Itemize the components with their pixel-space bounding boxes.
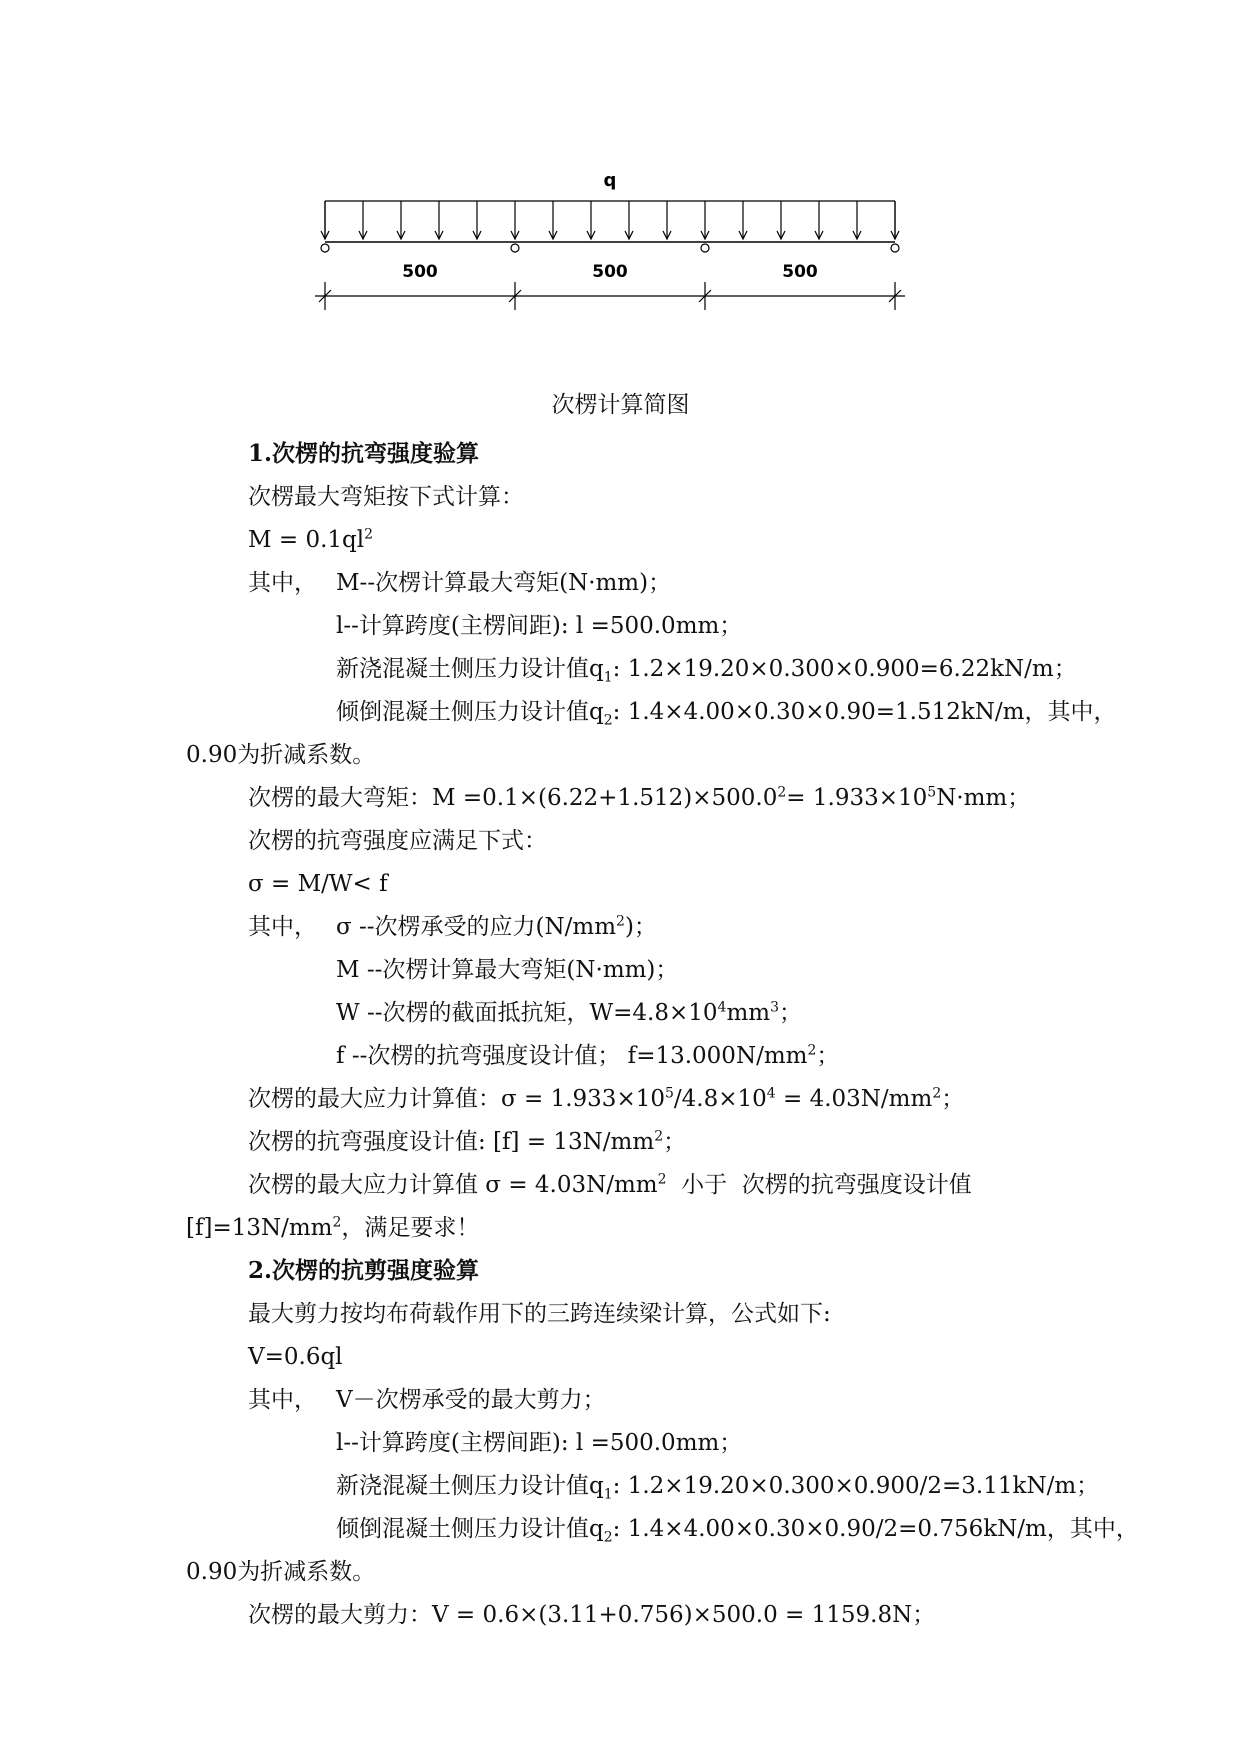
dimension-line (315, 282, 905, 310)
where-label: 其中， (248, 570, 317, 596)
comparison-result: $[f]=13N/mm^2$，满足要求！ (186, 1214, 480, 1241)
where-label-3: 其中， (248, 1387, 317, 1413)
span-label-3: 500 (782, 262, 818, 282)
reduction-note-2: 0.90为折减系数。 (186, 1559, 376, 1585)
supports (321, 244, 899, 252)
section2-title: 2.次楞的抗剪强度验算 (248, 1257, 480, 1284)
reduction-note: 0.90为折减系数。 (186, 742, 376, 768)
section1-title: 1.次楞的抗弯强度验算 (248, 440, 480, 467)
load-label: q (603, 170, 617, 191)
moment-formula: $M = 0.1ql^2$ (248, 526, 374, 553)
m-definition-2: M --次楞计算最大弯矩(N·mm)； (336, 957, 679, 983)
q2-definition-2: 倾倒混凝土侧压力设计值$q_2$: 1.4×4.00×0.30×0.90/2=0.756kN/m，其中， (336, 1516, 1139, 1546)
m-definition: M--次楞计算最大弯矩(N·mm)； (336, 570, 672, 596)
span-label-2: 500 (592, 262, 628, 282)
where-label-2: 其中， (248, 914, 317, 940)
sigma-definition: σ --次楞承受的应力$(N/mm^2)$； (336, 913, 657, 940)
section2-intro: 最大剪力按均布荷载作用下的三跨连续梁计算，公式如下: (248, 1301, 831, 1327)
distributed-load (325, 201, 895, 239)
max-shear: 次楞的最大剪力：V = 0.6×(3.11+0.756)×500.0 = 1159.8N； (248, 1602, 936, 1628)
design-strength: 次楞的抗弯强度设计值: $[f] = 13N/mm^2$； (248, 1128, 687, 1155)
w-definition: W --次楞的截面抵抗矩，$W=4.8\times 10^4mm^3$； (336, 999, 802, 1026)
strength-condition: 次楞的抗弯强度应满足下式： (248, 828, 547, 854)
diagram-caption: 次楞计算简图 (551, 392, 690, 418)
section1-intro: 次楞最大弯矩按下式计算： (248, 484, 524, 510)
load-arrows (321, 201, 899, 239)
f-definition: f --次楞的抗弯强度设计值； $f=13.000N/mm^2$； (336, 1042, 840, 1069)
span-label-1: 500 (402, 262, 438, 282)
l-definition-2: l--计算跨度(主楞间距): l =500.0mm； (336, 1430, 743, 1456)
beam-diagram (310, 165, 910, 315)
q1-definition: 新浇混凝土侧压力设计值$q_1$: 1.2×19.20×0.300×0.900=6.22kN/m； (336, 656, 1077, 686)
q2-definition: 倾倒混凝土侧压力设计值$q_2$: 1.4×4.00×0.30×0.90=1.512kN/m，其中， (336, 699, 1117, 729)
l-definition: l--计算跨度(主楞间距): l =500.0mm； (336, 613, 743, 639)
q1-definition-2: 新浇混凝土侧压力设计值$q_1$: 1.2×19.20×0.300×0.900/2=3.11kN/m； (336, 1473, 1100, 1503)
max-moment: 次楞的最大弯矩：$M =0.1\times(6.22+1.512)\times 500.0^2= 1.933\times 10^5N\cdot mm$； (248, 784, 1031, 811)
sigma-formula: σ = M/W< f (248, 871, 388, 897)
max-stress-calc: 次楞的最大应力计算值：$\sigma = 1.933\times 10^5/4.8\times 10^4 = 4.03N/mm^2$； (248, 1085, 965, 1112)
comparison: 次楞的最大应力计算值 $\sigma = 4.03N/mm^2$ 小于 次楞的抗弯强度设计值 (248, 1171, 972, 1198)
shear-formula: V=0.6ql (248, 1344, 343, 1370)
v-definition: V－次楞承受的最大剪力； (336, 1387, 606, 1413)
